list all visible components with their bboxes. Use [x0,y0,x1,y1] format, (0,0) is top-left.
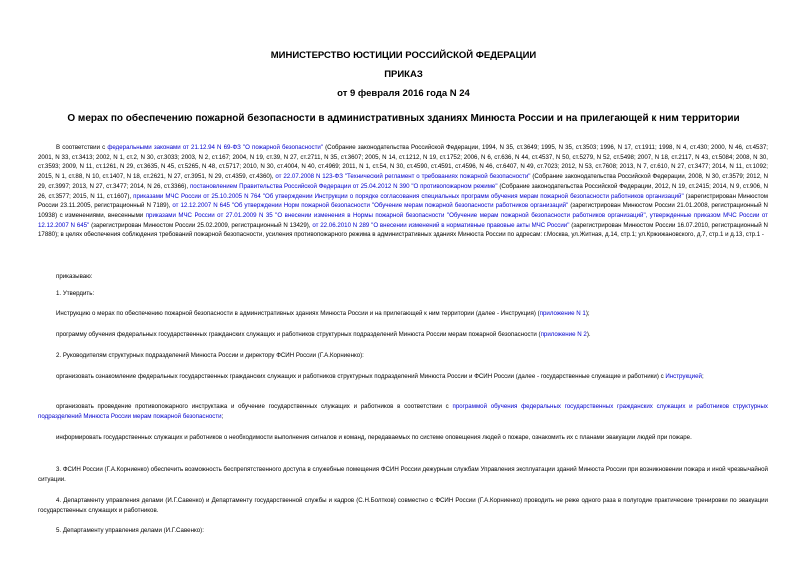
doc-subject: О мерах по обеспечению пожарной безопасности в административных зданиях Минюста России и на прилегающей к ним территории [67,113,740,124]
item-2b [38,402,768,421]
preamble-text: (зарегистрирован Минюстом России 23.11.2005, регистрационный N 7189), [38,192,768,210]
law-link-123fz[interactable]: от 22.07.2008 N 123-ФЗ "Технический регламент о требованиях пожарной безопасности" [275,173,531,181]
preamble-text: (Собрание законодательства Российской Федерации, 2012, N 19, ст.2415; 2014, N 9, ст.906, N 26, ст.3577; 2015, N 11, ст.1607), [38,182,769,200]
preamble [38,143,768,240]
item-1a [38,309,768,319]
item-1a-text [38,309,768,319]
order-word [38,272,768,282]
ministry-title: МИНИСТЕРСТВО ЮСТИЦИИ РОССИЙСКОЙ ФЕДЕРАЦИИ [270,50,537,61]
item-1-text: 1. Утвердить: [56,290,95,297]
item-2b-end: ; [221,412,224,420]
order-link-35[interactable]: приказами МЧС России от 27.01.2009 N 35 "О внесении изменения в Нормы пожарной безопасности "Обучение мерам пожарной безопасности работников организаций", утвержденные приказом МЧС России от 12.12.2007 N 645" [38,211,768,229]
preamble-text: (Собрание законодательства Российской Федерации, 1994, N 35, ст.3649; 1995, N 35, ст.3503; 1996, N 17, ст.1911; 1998, N 4, ст.430; 2000, N 46, ст.4537; 2001, N 33, ст.3413; 2002, N 1, ст.2, N 30, ст.3033; 2003, N 2, ст.167; 2004, N 19, ст.39, N 27, ст.2711, N 35, ст.3607; 2005, N 14, ст.1212, N 19, ст.1752; 2006, N 6, ст.636, N 44, ст.4537, N 50, ст.5279, N 52, ст.5498; 2007, N 18, ст.2117, N 43, ст.5084; 2008, N 30, ст.3593; 2009, N 11, ст.1261, N 29, ст.3635, N 45, ст.5265, N 48, ст.5717; 2010, N 30, ст.4004, N 40, ст.4969; 2011, N 1, ст.54, N 30, ст.4590, ст.4591, ст.4596, N 46, ст.6407, N 49, ст.7023; 2012, N 53, ст.7608; 2013, N 7, ст.610, N 27, ст.3477; 2014, N 11, ст.1092; 2015, N 1, ст.88, N 10, ст.1407, N 18, ст.2621, N 27, ст.3951, N 29, ст.4359, ст.4360), [38,144,768,181]
item-2-text: 2. Руководителям структурных подразделений Минюста России и директору ФСИН России (Г.А.Корниенко): [56,352,364,359]
instruction-link[interactable]: Инструкцией [665,373,702,380]
item-5-text: 5. Департаменту управления делами (И.Г.Савенко): [56,527,204,534]
item-3 [38,465,768,484]
item-2a-body: организовать ознакомление федеральных государственных гражданских служащих и работников структурных подразделений Минюста России и ФСИН России (далее - государственные служащие и работники) с [56,373,666,380]
item-1b [38,330,768,340]
item-1 [38,289,768,299]
item-4-text: 4. Департаменту управления делами (И.Г.Савенко) и Департаменту государственной службы и кадров (С.Н.Болтков) совместно с ФСИН России (Г.А.Корниенко) проводить не реже одного раза в полугодие практические тренировки по эвакуации государственных служащих и работников. [38,497,768,514]
item-1a-end: ); [585,310,590,317]
item-2a-end: ; [701,373,704,380]
doc-type: ПРИКАЗ [384,69,423,80]
doc-date-number: от 9 февраля 2016 года N 24 [337,88,470,99]
preamble-text: (зарегистрирован Минюстом России 25.02.2009, регистрационный N 13429), [89,221,313,229]
item-2 [38,351,768,361]
order-link-645[interactable]: от 12.12.2007 N 645 "Об утверждении Норм пожарной безопасности "Обучение мерам пожарной безопасности работников организаций" [172,202,569,210]
item-4 [38,496,768,515]
order-link-289[interactable]: от 22.06.2010 N 289 "О внесении изменений в нормативные правовые акты МЧС России" [312,221,570,229]
item-2c [38,433,768,443]
order-text: приказываю: [56,273,93,280]
appendix-1-link[interactable]: приложение N 1 [539,310,586,317]
training-program-link[interactable]: программой обучения федеральных государственных гражданских служащих и работников структурных подразделений Минюста России мерам пожарной безопасности [38,403,769,420]
decree-link-390[interactable]: постановлением Правительства Российской Федерации от 25.04.2012 N 390 "О противопожарном режиме" [189,182,498,190]
order-link-764[interactable]: приказами МЧС России от 25.10.2005 N 764 "Об утверждении Инструкции о порядке согласования специальных программ обучения мерам пожарной безопасности работников организаций" [133,192,684,200]
item-1a-body: Инструкцию о мерах по обеспечению пожарной безопасности в административных зданиях Минюста России и на прилегающей к ним территории (далее - Инструкция) ( [56,310,540,317]
item-1b-end: ). [586,331,591,338]
appendix-2-link[interactable]: приложение N 2 [540,331,587,338]
law-link-69fz[interactable]: федеральными законами от 21.12.94 N 69-ФЗ "О пожарной безопасности" [107,144,324,151]
item-1b-body: программу обучения федеральных государственных гражданских служащих и работников структурных подразделений Минюста России мерам пожарной безопасности ( [56,331,541,338]
item-2c-text: информировать государственных служащих и работников о необходимости выполнения сигналов и команд, передаваемых по системе оповещения людей о пожаре, ознакомить их с планами эвакуации людей при пожаре. [56,434,692,441]
preamble-text: (зарегистрирован Минюстом России 21.01.2008, регистрационный N 10938) с изменениями, внесенными [38,202,768,219]
item-2a [38,372,768,382]
preamble-text: (зарегистрирован Минюстом России 16.07.2010, регистрационный N 17880); в целях обеспечения соблюдения требований пожарной безопасности, усиления противопожарного режима в административных зданиях Минюста России по адресам: г.Москва, ул.Житная, д.14, стр.1; ул.Кржижановского, д.7, стр.1 и д.13, стр.1 - [38,221,768,239]
item-2b-body: организовать проведение противопожарного инструктажа и обучение государственных служащих и работников в соответствии с [56,403,453,410]
item-2a-text [38,372,768,382]
preamble-text: (Собрание законодательства Российской Федерации, 2008, N 30, ст.3579; 2012, N 29, ст.3997; 2013, N 27, ст.3477; 2014, N 26, ст.3366), [38,173,768,190]
item-5 [38,526,768,536]
preamble-paragraph [38,143,768,240]
item-2b-text [38,402,768,421]
preamble-text: В соответствии с [56,144,108,151]
item-3-text: 3. ФСИН России (Г.А.Корниенко) обеспечить возможность беспрепятственного доступа в служебные помещения ФСИН России дежурным службам Управления эксплуатации зданий Минюста России при возникновении пожара и иной чрезвычайной ситуации. [38,466,768,483]
item-1b-text [38,330,768,340]
